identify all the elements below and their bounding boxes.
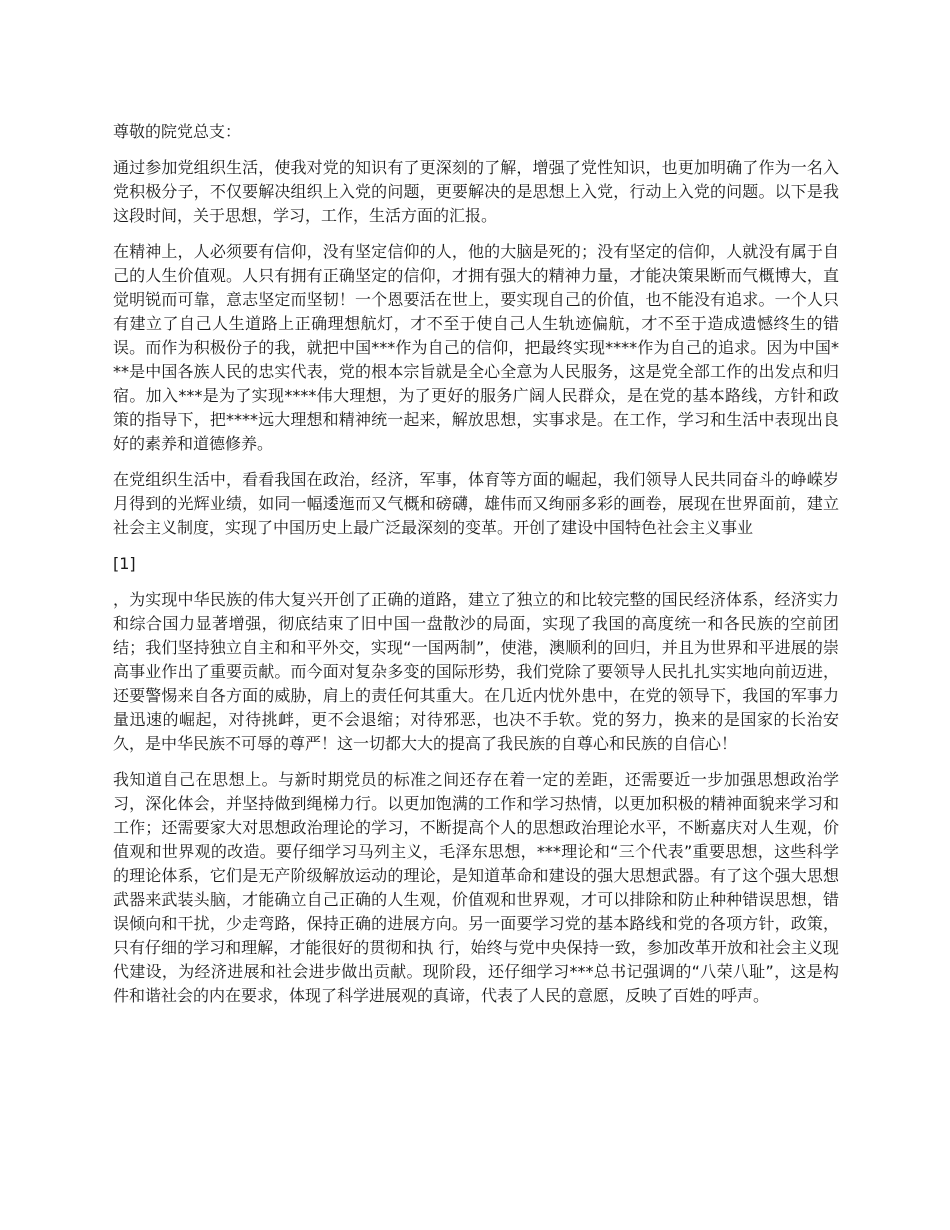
paragraph-self-reflection: 我知道自己在思想上。与新时期党员的标准之间还存在着一定的差距，还需要近一步加强思想政治学习，深化体会，并坚持做到绳梯力行。以更加饱满的工作和学习热情，以更加积极的精神面貌来学习和工作；还需要家大对思想政治理论的学习，不断提高个人的思想政治理论水平，不断嘉庆对人生观，价值观和世界观的改造。要仔细学习马列主义，毛泽东思想，***理论和“三个代表”重要思想，这些科学的理论体系，它们是无产阶级解放运动的理论，是知道革命和建设的强大思想武器。有了这个强大思想武器来武装头脑，才能确立自己正确的人生观，价值观和世界观，才可以排除和防止种种错误思想，错误倾向和干扰，少走弯路，保持正确的进展方向。另一面要学习党的基本路线和党的各项方针，政策，只有仔细的学习和理解，才能很好的贯彻和执 行，始终与党中央保持一致，参加改革开放和社会主义现代建设，为经济进展和社会进步做出贡献。现阶段，还仔细学习***总书记强调的“八荣八耻”，这是构件和谐社会的内在要求，体现了科学进展观的真谛，代表了人民的意愿，反映了百姓的呼声。 (113, 770, 839, 1005)
paragraph-intro: 通过参加党组织生活，使我对党的知识有了更深刻的了解，增强了党性知识，也更加明确了作为一名入党积极分子，不仅要解决组织上入党的问题，更要解决的是思想上入党，行动上入党的问题。以下是我这段时间，关于思想，学习，工作，生活方面的汇报。 (113, 158, 839, 225)
paragraph-belief: 在精神上，人必须要有信仰，没有坚定信仰的人，他的大脑是死的；没有坚定的信仰，人就没有属于自己的人生价值观。人只有拥有正确坚定的信仰，才拥有强大的精神力量，才能决策果断而气概博大，直觉明锐而可靠，意志坚定而坚韧！一个恩要活在世上，要实现自己的价值，也不能没有追求。一个人只有建立了自己人生道路上正确理想航灯，才不至于使自己人生轨迹偏航，才不至于造成遗憾终生的错误。而作为积极份子的我，就把中国***作为自己的信仰，把最终实现****作为自己的追求。因为中国***是中国各族人民的忠实代表，党的根本宗旨就是全心全意为人民服务，这是党全部工作的出发点和归宿。加入***是为了实现****伟大理想，为了更好的服务广阔人民群众，是在党的基本路线，方针和政策的指导下，把****远大理想和精神统一起来，解放思想，实事求是。在工作，学习和生活中表现出良好的素养和道德修养。 (113, 242, 839, 453)
document-body (113, 120, 839, 1020)
salutation: 尊敬的院党总支： (113, 122, 242, 141)
paragraph-achievements: ，为实现中华民族的伟大复兴开创了正确的道路，建立了独立的和比较完整的国民经济体系，经济实力和综合国力显著增强，彻底结束了旧中国一盘散沙的局面，实现了我国的高度统一和各民族的空前团结；我们坚持独立自主和和平外交，实现“一国两制”，使港，澳顺利的回归，并且为世界和平进展的崇高事业作出了重要贡献。而今面对复杂多变的国际形势，我们党除了要领导人民扎扎实实地向前迈进，还要警惕来自各方面的威胁，肩上的责任何其重大。在几近内忧外患中，在党的领导下，我国的军事力量迅速的崛起，对待挑衅，更不会退缩；对待邪恶，也决不手软。党的努力，换来的是国家的长治安久，是中华民族不可辱的尊严！这一切都大大的提高了我民族的自尊心和民族的自信心！ (113, 590, 839, 753)
reference-marker: [1] (113, 554, 136, 573)
paragraph-party-life: 在党组织生活中，看看我国在政治，经济，军事，体育等方面的崛起，我们领导人民共同奋斗的峥嵘岁月得到的光辉业绩，如同一幅逶迤而又气概和磅礴，雄伟而又绚丽多彩的画卷，展现在世界面前，建立社会主义制度，实现了中国历史上最广泛最深刻的变革。开创了建设中国特色社会主义事业 (113, 470, 839, 537)
